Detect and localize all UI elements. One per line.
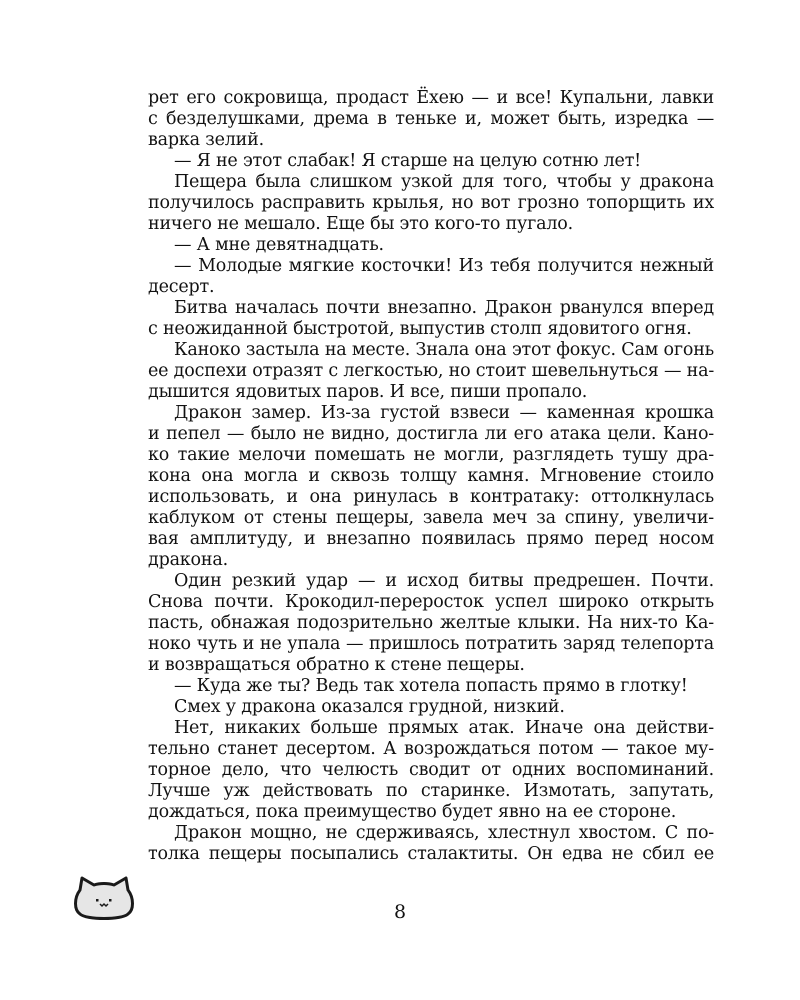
paragraph	[148, 172, 714, 235]
text-line: ее доспехи отразят с легкостью, но стоит шевельнуться — на-	[148, 361, 715, 381]
paragraph	[148, 823, 714, 865]
page-number: 8	[393, 901, 407, 923]
text-line: дождаться, пока преимущество будет явно на ее стороне.	[148, 802, 677, 822]
text-line: дышится ядовитых паров. И все, пиши пропало.	[148, 382, 588, 402]
text-line: Каноко застыла на месте. Знала она этот фокус. Сам огонь	[174, 340, 714, 360]
paragraph	[148, 298, 714, 340]
text-line: Пещера была слишком узкой для того, чтобы у дракона	[174, 172, 714, 192]
body-text	[148, 88, 714, 865]
paragraph	[148, 718, 714, 823]
text-line: пасть, обнажая подозрительно желтые клыки. На них-то Ка-	[148, 613, 714, 633]
text-line: и пепел — было не видно, достигла ли его атака цели. Кано-	[148, 424, 714, 444]
text-line: — А мне девятнадцать.	[174, 235, 384, 255]
text-line: Дракон замер. Из-за густой взвеси — каменная крошка	[174, 403, 714, 423]
text-line: ничего не мешало. Еще бы это кого-то пугало.	[148, 214, 573, 234]
text-line: рет его сокровища, продаст Ёхею — и все! Купальни, лавки	[148, 88, 714, 108]
text-line: Нет, никаких больше прямых атак. Иначе она действи-	[174, 718, 714, 738]
text-line: Снова почти. Крокодил-переросток успел широко открыть	[148, 592, 714, 612]
text-line: тельно станет десертом. А возрождаться потом — такое му-	[148, 739, 714, 759]
text-line: с неожиданной быстротой, выпустив столп ядовитого огня.	[148, 319, 692, 339]
text-line: каблуком от стены пещеры, завела меч за спину, увеличи-	[148, 508, 714, 528]
text-line: Дракон мощно, не сдерживаясь, хлестнул хвостом. С по-	[174, 823, 714, 843]
paragraph	[148, 235, 714, 256]
text-line: десерт.	[148, 277, 215, 297]
text-line: Смех у дракона оказался грудной, низкий.	[174, 697, 565, 717]
paragraph	[148, 256, 714, 298]
text-line: Лучше уж действовать по старинке. Измотать, запутать,	[148, 781, 714, 801]
paragraph	[148, 403, 714, 571]
paragraph	[148, 697, 714, 718]
text-line: и возвращаться обратно к стене пещеры.	[148, 655, 525, 675]
text-line: кона она могла и сквозь толщу камня. Мгновение стоило	[148, 466, 714, 486]
text-line: дракона.	[148, 550, 228, 570]
paragraph	[148, 151, 714, 172]
text-line: вая амплитуду, и внезапно появилась прямо перед носом	[148, 529, 714, 549]
text-line: ноко чуть и не упала — пришлось потратить заряд телепорта	[148, 634, 714, 654]
text-line: использовать, и она ринулась в контратаку: оттолкнулась	[148, 487, 714, 507]
text-line: с безделушками, дрема в теньке и, может быть, изредка —	[148, 109, 714, 129]
text-line: — Куда же ты? Ведь так хотела попасть прямо в глотку!	[174, 676, 688, 696]
text-line: — Молодые мягкие косточки! Из тебя получится нежный	[174, 256, 714, 276]
text-line: — Я не этот слабак! Я старше на целую сотню лет!	[174, 151, 642, 171]
text-line: торное дело, что челюсть сводит от одних воспоминаний.	[148, 760, 714, 780]
paragraph	[148, 340, 714, 403]
text-line: получилось расправить крылья, но вот грозно топорщить их	[148, 193, 714, 213]
paragraph	[148, 571, 714, 676]
text-line: толка пещеры посыпались сталактиты. Он едва не сбил ее	[148, 844, 714, 864]
text-line: ко такие мелочи помешать не могли, разглядеть тушу дра-	[148, 445, 714, 465]
paragraph	[148, 88, 714, 151]
text-line: варка зелий.	[148, 130, 264, 150]
paragraph	[148, 676, 714, 697]
text-line: Битва началась почти внезапно. Дракон рванулся вперед	[174, 298, 714, 318]
text-line: Один резкий удар — и исход битвы предрешен. Почти.	[174, 571, 714, 591]
